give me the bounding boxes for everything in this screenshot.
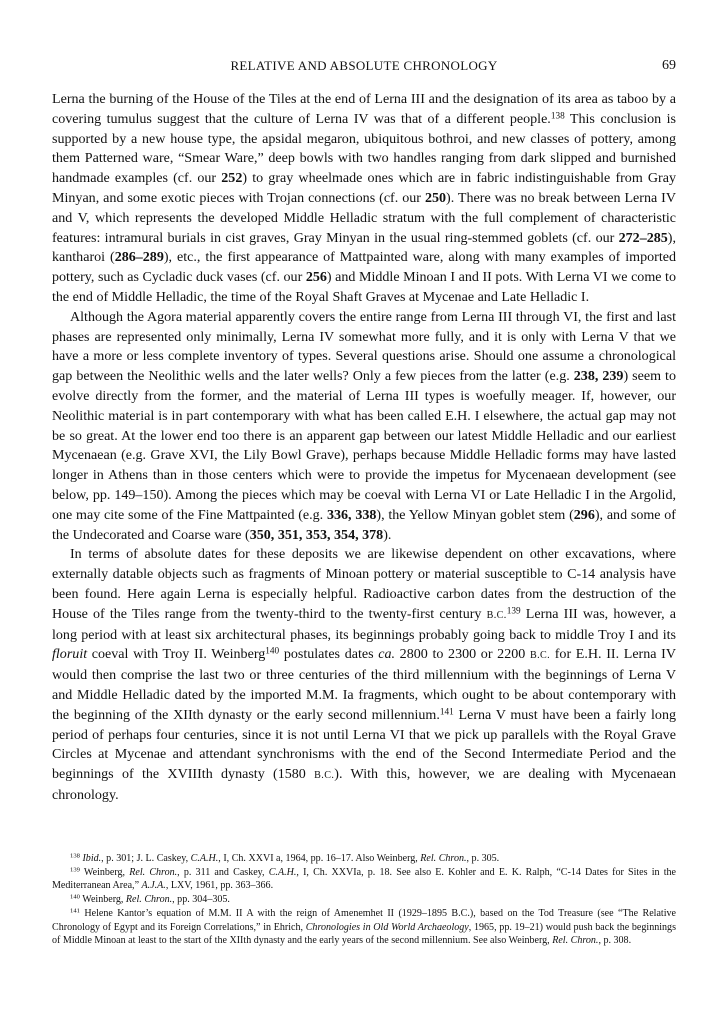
text-run: Lerna III was, however, a long period with at least six architectural phases, its beginnings probably going back to middle Troy I and its — [52, 605, 676, 643]
text-run: , p. 308. — [598, 935, 632, 947]
small-caps: B.C. — [486, 609, 507, 621]
catalogue-number: 336, 338 — [326, 506, 377, 523]
text-run: ), kantharoi ( — [52, 229, 676, 266]
catalogue-number: 238, 239 — [573, 368, 624, 385]
text-run: , I, Ch. XXVI a, 1964, pp. 16–17. Also Weinberg, — [218, 853, 421, 864]
text-run: ), etc., the first appearance of Mattpainted ware, along with many examples of imported pottery, such as Cycladic duck vases (cf. our — [52, 249, 676, 286]
text-run: coeval with Troy II. Weinberg — [87, 646, 266, 663]
text-run: ). With this, however, we are dealing with Mycenaean chronology. — [52, 766, 677, 803]
paragraph — [52, 545, 676, 805]
text-run: ). — [383, 526, 392, 543]
italic-text: Rel. Chron. — [420, 853, 467, 864]
paragraph — [52, 308, 676, 546]
italic-text: Rel. Chron. — [129, 866, 178, 878]
text-run: , pp. 304–305. — [172, 894, 230, 906]
text-run: , LXV, 1961, pp. 363–366. — [165, 880, 274, 892]
text-run: Although the Agora material apparently covers the entire range from Lerna III through VI, the first and last phases are represented only minimally, Lerna IV somewhat more fully, and it is only with Lerna V that we have a more or less complete inventory of types. Several questions arise. Should one assume a chronological gap between the Neolithic wells and the later wells? Only a few pieces from the latter (e.g. — [52, 308, 676, 385]
italic-text: A.J.A. — [141, 880, 166, 892]
footnote-ref: 139 — [70, 866, 80, 874]
running-title: RELATIVE AND ABSOLUTE CHRONOLOGY — [230, 58, 498, 73]
text-run: , 1965, pp. 19–21) would push back the beginnings of Middle Minoan at least to the start of the XIIth dynasty and the early years of the second millennium. See also Weinberg, — [52, 921, 676, 947]
text-run: Lerna V must have been a fairly long period of perhaps four centuries, since it is not until Lerna VI that we pick up parallels with the Royal Grave Circles at Mycenae and attendant synchronisms with the end of the Second Intermediate Period and the beginnings of the XVIIIth dynasty (1580 — [52, 706, 676, 783]
footnote — [52, 866, 676, 893]
small-caps: B.C. — [314, 770, 335, 782]
text-run: ), the Yellow Minyan goblet stem ( — [376, 506, 574, 523]
italic-text: Chronologies in Old World Archaeology — [305, 921, 469, 933]
footnotes — [52, 852, 676, 948]
footnote-ref: 138 — [550, 111, 565, 122]
catalogue-number: 286–289 — [114, 249, 164, 266]
text-run: , p. 305. — [466, 853, 500, 864]
footnote-ref: 138 — [70, 852, 80, 860]
page-number: 69 — [662, 58, 676, 73]
text-run: Helene Kantor’s equation of M.M. II A with the reign of Amenemhet II (1929–1895 B.C.), based on the Tod Treasure (see “The Relative Chronology of Egypt and its Foreign Correlations,” in Ehrich, — [52, 907, 676, 933]
text-run: Lerna the burning of the House of the Tiles at the end of Lerna III and the designation of its area as taboo by a covering tumulus suggest that the culture of Lerna IV was that of a different people. — [52, 91, 676, 127]
footnote — [52, 893, 676, 907]
catalogue-number: 252 — [221, 170, 243, 187]
catalogue-number: 250 — [424, 189, 447, 206]
footnote — [52, 907, 676, 948]
italic-text: C.A.H. — [268, 866, 297, 878]
text-run: In terms of absolute dates for these deposits we are likewise dependent on other excavations, where externally datable objects such as fragments of Minoan pottery or material susceptible to C-14 analysis have been found. Here again Lerna is especially helpful. Radioactive carbon dates from the destruction of the House of the Tiles range from the twenty-third to the twenty-first century — [52, 546, 676, 622]
text-run: ). There was no break between Lerna IV and V, which represents the developed Middle Helladic stratum with the full complement of characteristic features: intramural burials in cist graves, Gray Minyan in the usual ring-stemmed goblets (cf. our — [52, 189, 677, 246]
text-run: This conclusion is supported by a new house type, the apsidal megaron, ubiquitous bothroi, and new classes of pottery, among them Patterned ware, “Smear Ware,” deep bowls with two handles ranging from dark slipped and burnished handmade examples (cf. our — [52, 110, 676, 187]
footnote-ref: 141 — [70, 907, 80, 915]
text-run: ) to gray wheelmade ones which are in fabric indistinguishable from Gray Minyan, and some exotic pieces with Trojan connections (cf. our — [52, 170, 676, 206]
italic-text: ca. — [378, 646, 396, 663]
text-run: , p. 311 and Caskey, — [177, 866, 269, 878]
catalogue-number: 350, 351, 353, 354, 378 — [249, 526, 384, 543]
italic-text: floruit — [52, 646, 88, 663]
footnote-ref: 140 — [265, 646, 280, 657]
footnote-ref: 140 — [70, 893, 80, 901]
paragraph — [52, 90, 676, 308]
small-caps: B.C. — [529, 650, 551, 662]
italic-text: Ibid. — [82, 853, 102, 864]
footnote-ref: 141 — [439, 707, 454, 718]
italic-text: C.A.H. — [190, 853, 219, 864]
text-run: for E.H. II. Lerna IV would then comprise the last two or three centuries of the third millennium with the beginnings of Lerna V and Middle Helladic dated by the imported M.M. Ia fragments, which ought to be about contemporary with the beginning of the XIIth dynasty or the early second millennium. — [52, 646, 676, 723]
text-run: 2800 to 2300 or 2200 — [395, 646, 530, 663]
text-run: ) and Middle Minoan I and II pots. With Lerna VI we come to the end of Middle Helladic, the time of the Royal Shaft Graves at Mycenae and Late Helladic I. — [52, 269, 676, 305]
italic-text: Rel. Chron. — [552, 935, 599, 947]
body-text — [52, 90, 676, 806]
catalogue-number: 296 — [573, 506, 595, 523]
footnote — [52, 852, 676, 866]
page-header — [52, 57, 676, 75]
catalogue-number: 256 — [305, 269, 327, 286]
text-run: ) seem to evolve directly from the former, and the material of Lerna III types is woefully meager. If, however, our Neolithic material is in part contemporary with what has been called E.H. I elsewhere, the actual gap may not be so great. At the lower end too there is an apparent gap between our latest Middle Helladic and our earliest Mycenaean (e.g. Grave XVI, the Lily Bowl Grave), perhaps because Middle Helladic forms may have lasted longer in Athens than in those centers which were to provide the impetus for Mycenaean development (see below, pp. 149–150). Among the pieces which may be coeval with Lerna VI or Late Helladic I in the Argolid, one may cite some of the Fine Mattpainted (e.g. — [52, 368, 676, 523]
text-run: Weinberg, — [79, 894, 126, 906]
text-run: Weinberg, — [79, 866, 130, 878]
text-run: , I, Ch. XXVIa, p. 18. See also E. Kohler and E. K. Ralph, “C-14 Dates for Sites in the Mediterranean Area,” — [52, 866, 676, 892]
text-run: ), and some of the Undecorated and Coarse ware ( — [52, 506, 676, 543]
catalogue-number: 272–285 — [618, 229, 668, 246]
italic-text: Rel. Chron. — [125, 894, 173, 906]
footnote-ref: 139 — [506, 606, 521, 617]
text-run: , p. 301; J. L. Caskey, — [101, 853, 191, 864]
text-run: postulates dates — [279, 646, 379, 663]
